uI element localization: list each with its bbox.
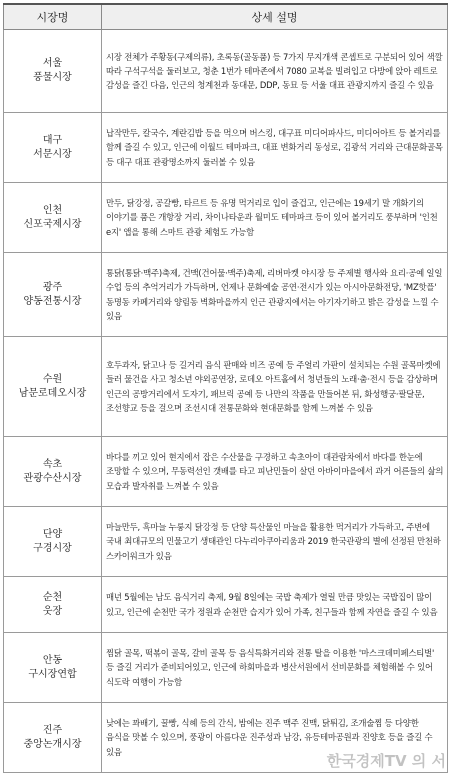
market-region: 대구 [42,134,63,146]
header-description: 상세 설명 [102,4,448,30]
market-title: 구시장연합 [28,668,77,680]
market-title: 웃장 [42,605,63,617]
market-title: 중앙논개시장 [23,738,82,750]
table-row [4,507,448,577]
header-market-name: 시장명 [4,4,102,30]
market-title: 남문로데오시장 [18,387,87,399]
market-description: 만두, 닭강정, 공갈빵, 타르트 등 유명 먹거리로 입이 즐겁고, 인근에는 19세기 말 개화기의 이야기를 품은 개항장 거리, 차이나타운과 월미도 테마파크 등이 있어 볼거리도 풍부하며 '인천 e지' 앱을 통해 스마트 관광 체험도 가능함 [102,183,448,253]
table-row [4,633,448,703]
market-region: 단양 [42,528,63,540]
market-name-cell [4,183,102,253]
market-description: 호두과자, 닭고나 등 길거리 음식 판매와 비즈 공예 등 주얼리 가판이 설치되는 수원 골목마켓에 들러 물건을 사고 청소년 야외공연장, 로데오 아트홀에서 청년들의 노래·춤·전시 등을 감상하며 인근의 공방거리에서 도자기, 패브릭 공예 등 나만의 작품을 만들어본 뒤, 화성행궁·팔달문, 조선향교 등을 걸으며 조선시대 전통문화와 현대문화를 함께 느껴볼 수 있음 [102,337,448,437]
market-description: 통닭(통닭·맥주)축제, 건맥(건어물·맥주)축제, 리버마켓 야시장 등 주제별 행사와 요리·공예 일일 수업 등의 추억거리가 가득하며, 언제나 문화예술 공연·전시가 있는 아시아문화전당, 'MZ핫플' 동명동 카페거리와 양림동 벽화마을까지 인근 관광지에서는 아기자기하고 밝은 감성을 느낄 수 있음 [102,253,448,337]
market-name-cell [4,113,102,183]
market-region: 수원 [42,373,63,385]
table-row [4,183,448,253]
market-title: 구경시장 [33,542,72,554]
watermark: 한국경제TV 의 서 [326,752,446,770]
market-description: 찜닭 골목, 떡볶이 골목, 갈비 골목 등 음식특화거리와 전통 탈을 이용한 '마스크데미페스티벌' 등 즐길 거리가 준비되어있고, 인근에 하회마을과 병산서원에서 선비문화를 체험해볼 수 있어 식도락 여행이 가능함 [102,633,448,703]
table-row [4,577,448,633]
market-region: 안동 [42,654,63,666]
market-name-cell [4,30,102,113]
market-region: 순천 [42,591,63,603]
market-table [3,3,448,773]
market-name-cell [4,507,102,577]
market-region: 광주 [42,281,63,293]
market-title: 서문시장 [33,148,72,160]
market-name-cell [4,633,102,703]
market-name-cell [4,337,102,437]
market-title: 풍물시장 [33,72,72,83]
market-name-cell [4,577,102,633]
table-row [4,253,448,337]
market-name-cell [4,253,102,337]
table-row [4,113,448,183]
market-description: 낮에는 꽈배기, 꿀빵, 식혜 등의 간식, 밤에는 진주 맥주 진맥, 닭튀김, 조개술찜 등 다양한 음식을 맛볼 수 있으며, 풍광이 아름다운 진주성과 남강, 유등테마공원과 진양호 등을 즐길 수 있음 [102,703,448,773]
market-title: 신포국제시장 [23,218,82,230]
market-region: 속초 [42,458,63,470]
market-table-frame [3,3,447,773]
table-row [4,30,448,113]
market-name-cell [4,703,102,773]
market-description: 매년 5월에는 남도 음식거리 축제, 9월 8일에는 국밥 축제가 열릴 만큼 맛있는 국밥집이 많이 있고, 인근에 순천만 국가 정원과 순천만 습지가 있어 가족, 친구들과 함께 자연을 즐길 수 있음 [102,577,448,633]
market-title: 관광수산시장 [23,472,82,484]
table-row [4,337,448,437]
market-region: 인천 [42,204,63,216]
market-region: 진주 [42,724,63,736]
market-description: 납작만두, 칼국수, 계란김밥 등을 먹으며 버스킹, 대구표 미디어파사드, 미디어아트 등 볼거리를 함께 즐길 수 있고, 인근에 이월드 테마파크, 대표 변화거리 동성로, 김광석 거리와 근대문화골목 등 대구 대표 관광명소까지 둘러볼 수 있음 [102,113,448,183]
table-header-row [4,4,448,30]
market-title: 양동전통시장 [23,295,82,307]
market-description: 바다를 끼고 있어 현지에서 잡은 수산물을 구경하고 속초아이 대관람차에서 바다를 한눈에 조망할 수 있으며, 무동력선인 갯배를 타고 피난민들이 살던 아바이마을에서 과거 어른들의 삶의 모습과 발자취를 느껴볼 수 있음 [102,437,448,507]
market-region: 서울 [42,58,63,69]
market-description: 마늘만두, 흑마늘 누룽지 닭강정 등 단양 특산물인 마늘을 활용한 먹거리가 가득하고, 주변에 국내 최대규모의 민물고기 생태관인 다누리아쿠아리움과 2019 한국관광의 별에 선정된 만천하 스카이워크가 있음 [102,507,448,577]
table-row [4,437,448,507]
market-description: 시장 전체가 주황동(구제의류), 초록동(골동품) 등 7가지 무지개색 콘셉트로 구분되어 있어 색깔 따라 구석구석을 둘러보고, 청춘 1번가 테마존에서 7080 교복을 빌려입고 다방에 앉아 레트로 감성을 즐긴 다음, 인근의 청계천과 동대문, DDP, 동묘 등 서울 대표 관광지까지 즐길 수 있음 [102,30,448,113]
market-name-cell [4,437,102,507]
